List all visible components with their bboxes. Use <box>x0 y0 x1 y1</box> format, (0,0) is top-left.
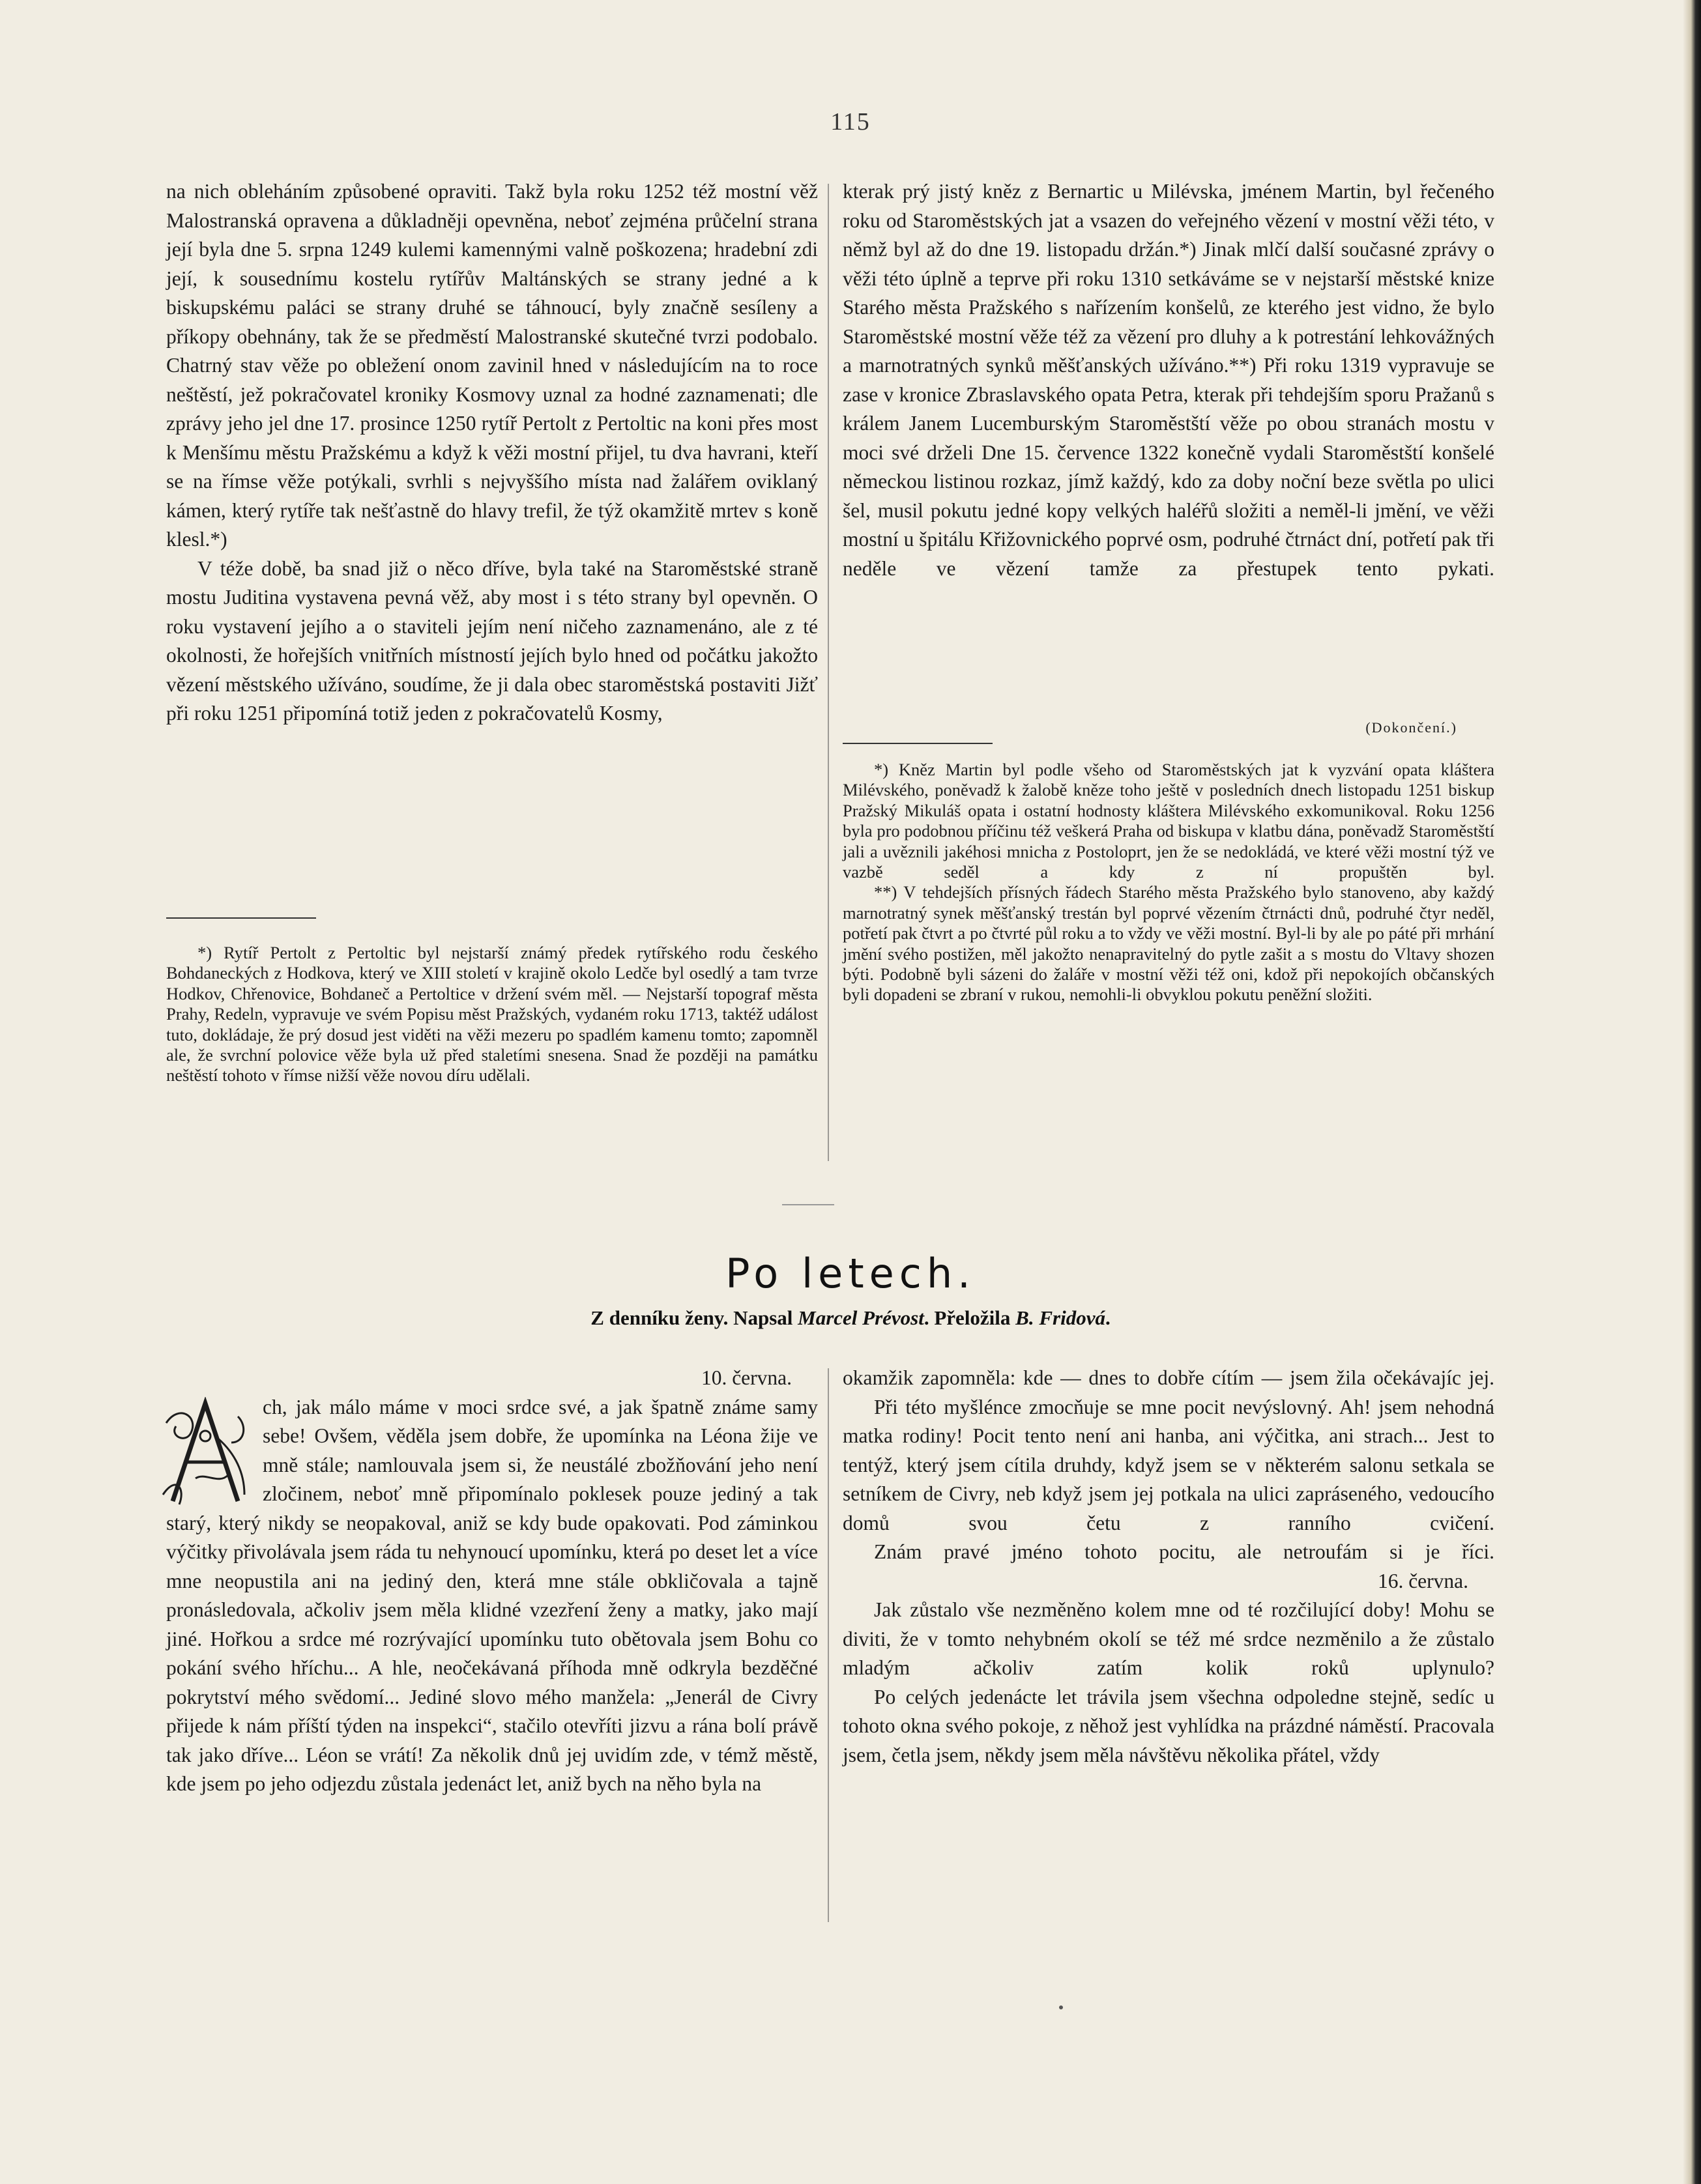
date-16-june: 16. června. <box>1377 1569 1468 1592</box>
story-left-column <box>166 1364 818 1799</box>
upper-left-paragraph-2: V téže době, ba snad již o něco dříve, byla také na Staroměstské straně mostu Juditina vystavena pevná věž, aby most i s této strany byl opevněn. O roku vystavení jejího a o staviteli jejím není ničeho zaznamenáno, ale z té okolnosti, že hořejších vnitřních místností jejích bylo hned od počátku jakožto vězení městského užíváno, soudíme, že ji dala obec staroměstská postaviti Jižť při roku 1251 připomíná totiž jeden z pokračovatelů Kosmy, <box>166 556 818 725</box>
footnote-rule-left <box>166 917 316 919</box>
upper-right-paragraph-1: kterak prý jistý kněz z Bernartic u Milévska, jménem Martin, byl řečeného roku od Staroměstských jat a vsazen do veřejného vězení v mostní věži této, v němž byl až do dne 19. listopadu držán.*) Jinak mlčí další současné zprávy o věži této úplně a teprve při roku 1310 setkáváme se v nejstarší městské knize Starého města Pražského s nařízením konšelů, ze kterého jest vidno, že bylo Staroměstské mostní věže též za vězení pro dluhy a k potrestání lehkovážných a marnotratných synků měšťanských užíváno.**) Při roku 1319 vypravuje se zase v kronice Zbraslavského opata Petra, kterak při tehdejším sporu Pražanů s králem Janem Lucemburským Staroměstští věže po obou stranách mostu v moci své drželi Dne 15. července 1322 konečně vydali Staroměstští konšelé německou listinou rozkaz, jímž každý, kdo za doby noční beze světla po ulici šel, musil pokutu jedné kopy velkých haléřů složiti a neměl-li jmění, ve věži mostní u špitálu Křižovnického poprvé osm, podruhé čtrnáct dní, potřetí pak tři neděle ve vězení tamže za přestupek tento pykati. <box>843 180 1494 580</box>
page-spine-shadow <box>1683 0 1701 2184</box>
continued-label: (Dokončení.) <box>1365 719 1457 736</box>
upper-left-column <box>166 177 818 728</box>
story-author: Marcel Prévost <box>798 1306 924 1329</box>
section-divider <box>782 1204 834 1205</box>
story-right-column <box>843 1364 1494 1770</box>
upper-left-paragraph-1: na nich obleháním způsobené opraviti. Takž byla roku 1252 též mostní věž Malostranská opravena a důkladněji opevněna, neboť zejména průčelní strana její byla dne 5. srpna 1249 kulemi kamennými valně poškozena; hradební zdi její, k sousednímu kostelu rytířův Maltánských se strany jedné a k biskupskému paláci se strany druhé se táhnoucí, byly značně sesíleny a příkopy obehnány, tak že se předměstí Malostranské skutečné tvrzi podobalo. Chatrný stav věže po obležení onom zavinil hned v následujícím na to roce neštěstí, jež pokračovatel kroniky Kosmovy uznal za hodné zaznamenati; dle zprávy jeho jel dne 17. prosince 1250 rytíř Pertolt z Pertoltic na koni přes most k Menšímu městu Pražskému a když k věži mostní přijel, tu dva havrani, kteří se na římse věže potýkali, svrhli s nejvyššího místa nad žalářem oviklaný kámen, který rytíře tak nešťastně do hlavy trefil, že týž okamžitě mrtev s koně klesl.*) <box>166 180 818 551</box>
drop-cap-a-ornament <box>160 1397 251 1508</box>
translated-by-label: . Přeložila <box>923 1306 1011 1329</box>
story-title: Po letech. <box>725 1250 976 1297</box>
story-right-paragraph-3: Znám pravé jméno tohoto pocitu, ale netroufám si je říci. <box>874 1540 1494 1563</box>
footnote-rule-right <box>843 743 993 744</box>
column-separator-story <box>828 1368 829 1922</box>
column-separator-upper <box>828 184 829 1161</box>
story-right-paragraph-2: Při této myšlénce zmocňuje se mne pocit nevýslovný. Ah! jsem nehodná matka rodiny! Pocit tento není ani hanba, ani výčitka, ani strach... Jest to tentýž, který jsem cítila druhdy, když jsem se v některém salonu setkala se setníkem de Civry, neb když jsem jej potkala na ulici zapráseného, vedoucího domů svou četu z ranního cvičení. <box>843 1395 1494 1534</box>
story-left-paragraph-1: ch, jak málo máme v moci srdce své, a jak špatně známe samy sebe! Ovšem, věděla jsem dobře, že upomínka na Léona žije ve mně stále; namlouvala jsem si, že neustálé zbožňování jeho není zločinem, neboť mně připomínalo poklesek pouze jediný a tak starý, který nikdy se neopakoval, aniž se kdy bude opakovati. Pod záminkou výčitky přivolávala jsem ráda tu nehynoucí upomínku, která po deset let a více mne neopustila ani na jediný den, která mne stále obkličovala a tajně pronásledovala, ačkoliv jsem měla klidné vzezření ženy a matky, jako mají jiné. Hořkou a srdce mé rozrývající upomínku tuto obětovala jsem Bohu co pokání svého hříchu... A hle, neočekávaná příhoda mně odkryla bezděčné pokrytství mého svědomí... Jediné slovo mého manžela: „Jenerál de Civry přijede k nám příští týden na inspekci“, stačilo otevříti jizvu a rána bolí právě tak jako dříve... Léon se vrátí! Za několik dnů jej uvidím zde, v témž městě, kde jsem po jeho odjezdu zůstala jedenáct let, aniž bych na něho byla na <box>166 1395 818 1795</box>
story-right-paragraph-1: okamžik zapomněla: kde — dnes to dobře cítím — jsem žila očekávajíc jej. <box>843 1366 1494 1389</box>
date-10-june: 10. června. <box>701 1366 792 1389</box>
footnote-rady: **) V tehdejších přísných řádech Starého města Pražského bylo stanoveno, aby každý marnotratný synek měšťanský trestán byl poprvé vězením čtrnácti dnů, podruhé čtyr neděl, potřetí pak čtvrt a po čtvrté půl roku a to vždy ve věži mostní. Byl-li by ale po páté při mrhání jmění svého postižen, měl jakožto nenapravitelný do pytle zašit a s mostu do Vltavy shozen býti. Podobně byli sázeni do žaláře v mostní věži též oni, kdož při nepokojích občanských byli dopadeni se zbraní v rukou, nemohli-li obvyklou pokutu peněžní složiti. <box>843 882 1494 1005</box>
page-number: 115 <box>830 108 871 136</box>
drop-cap-a-icon <box>160 1397 251 1508</box>
story-right-paragraph-4: Jak zůstalo vše nezměněno kolem mne od té rozčilující doby! Mohu se diviti, že v tomto nehybném okolí se též mé srdce nezměnilo a že zůstalo mladým ačkoliv zatím kolik roků uplynulo? <box>843 1598 1494 1679</box>
story-subtitle: Z denníku ženy. Napsal Marcel Prévost. Přeložila B. Fridová. <box>590 1306 1111 1329</box>
story-right-paragraph-5: Po celých jedenácte let trávila jsem všechna odpoledne stejně, sedíc u tohoto okna svého pokoje, z něhož jest vyhlídka na prázdné náměstí. Pracovala jsem, četla jsem, někdy jsem měla návštěvu několika přátel, vždy <box>843 1685 1494 1766</box>
story-translator: B. Fridová <box>1015 1306 1105 1329</box>
upper-right-column <box>843 177 1494 583</box>
ink-speck <box>1059 2005 1063 2009</box>
footnote-martin: *) Kněz Martin byl podle všeho od Staroměstských jat k vyzvání opata kláštera Milévského, poněvadž k žalobě kněze toho ještě v posledních dnech listopadu 1251 biskup Pražský Mikuláš opata i ostatní hodnosty kláštera Milévského exkomunikoval. Roku 1256 byla pro podobnou příčinu též veškerá Praha od biskupa v klatbu dána, poněvadž Staroměstští jali a uvěznili jakéhosi mnicha z Postoloprt, jen že se nedokládá, ve které věži mostní týž ve vazbě seděl a kdy z ní propuštěn byl. <box>843 760 1494 882</box>
subtitle-lead: Z denníku ženy. Napsal <box>590 1306 793 1329</box>
upper-left-footnote <box>166 943 818 1086</box>
continued-note <box>843 719 1457 736</box>
upper-right-footnotes <box>843 760 1494 1005</box>
footnote-pertolt: *) Rytíř Pertolt z Pertoltic byl nejstarší známý předek rytířského rodu českého Bohdaneckých z Hodkova, který ve XIII století v krajině okolo Ledče byl osedlý a tam tvrze Hodkov, Chřenovice, Bohdaneč a Pertoltice v držení svém měl. — Nejstarší topograf města Prahy, Redeln, vypravuje ve svém Popisu měst Pražských, vydaném roku 1713, taktéž událost tuto, dokládaje, že prý dosud jest viděti na věži mezeru po spadlém kamenu tomto; zapomněl ale, že svrchní polovice věže byla už před staletími snesena. Snad že později na památku neštěstí tohoto v římse nižší věže novou díru udělali. <box>166 943 818 1085</box>
